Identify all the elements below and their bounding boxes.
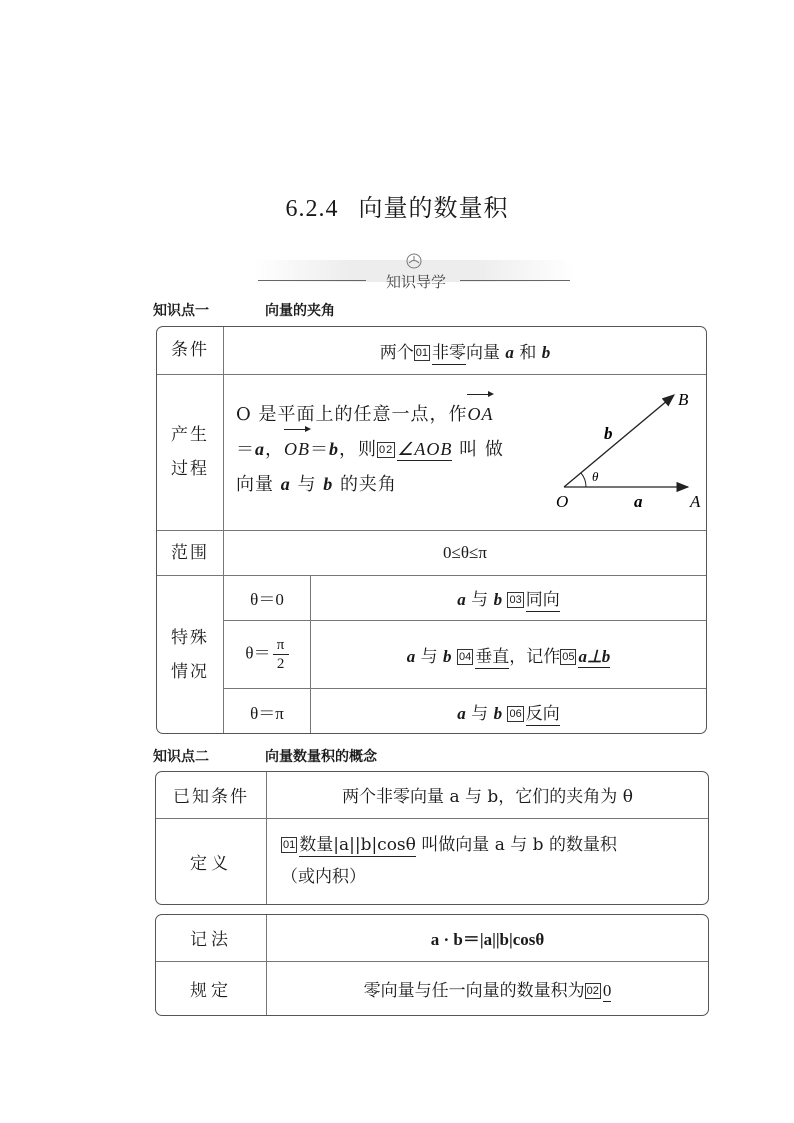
cell-cond: θ＝π: [224, 688, 311, 734]
kp-label: 知识点一: [153, 303, 209, 319]
cell-header: 已知条件: [156, 772, 267, 818]
label-a: a: [634, 491, 643, 511]
cell-header: 条件: [157, 327, 224, 374]
fill-blank: 数量|a||b|cosθ: [299, 835, 416, 856]
row-definition: [156, 818, 708, 904]
banner-label: 知识导学: [385, 273, 446, 291]
knowledge-point-2-heading: [153, 746, 377, 766]
cell-rule: 零向量与任一向量的数量积为 02 0: [267, 961, 709, 1015]
kp-label: 知识点二: [153, 749, 209, 765]
fraction: $\frac{\pi}{2}$: [273, 636, 289, 673]
cell-notation: a · b＝|a||b|cosθ: [267, 915, 709, 961]
row-condition: [157, 327, 706, 374]
blank-tag: 02: [586, 984, 599, 997]
blank-tag: 06: [509, 707, 522, 720]
row-special-3: [157, 688, 706, 734]
kp-title: 向量数量积的概念: [265, 749, 377, 765]
cell-definition: 01 数量|a||b|cosθ 叫做向量 a 与 b 的数量积 （或内积）: [267, 818, 709, 904]
label-b: b: [604, 423, 613, 443]
blank-tag: 02: [379, 443, 394, 456]
notation-table: [155, 914, 709, 1016]
cell-known: 两个非零向量 a 与 b，它们的夹角为 θ: [267, 772, 709, 818]
vector-ob: OB: [284, 432, 310, 467]
blank-tag: 01: [415, 346, 429, 359]
vector-b-arrow: [564, 395, 674, 487]
fill-blank: 0: [602, 980, 612, 1000]
label-theta: θ: [592, 468, 599, 484]
fill-blank: 同向: [525, 590, 560, 610]
cell-cond: θ＝ $\frac{\pi}{2}$: [224, 620, 311, 688]
cell-header: 规定: [156, 961, 267, 1015]
row-special-2: [157, 620, 706, 688]
label-O: O: [556, 491, 569, 511]
book-flower-icon: [404, 252, 424, 270]
cell-header: 定义: [156, 818, 267, 904]
section-title: 向量的数量积: [358, 194, 509, 222]
vector-oa: OA: [467, 397, 493, 432]
row-process: [157, 374, 706, 530]
kp-title: 向量的夹角: [265, 303, 335, 319]
blank-tag: 04: [458, 650, 472, 663]
fill-blank: 垂直: [475, 646, 510, 667]
section-banner: [254, 252, 574, 292]
cell-header: 特殊 情况: [157, 575, 224, 734]
cell-case: a 与 b 03 同向: [311, 575, 707, 620]
blank-tag: 01: [283, 839, 296, 852]
cell-case: a 与 b 04 垂直，记作 05 a⊥b: [311, 620, 707, 688]
cell-case: a 与 b 06 反向: [311, 688, 707, 734]
dot-product-table: [155, 771, 709, 905]
angle-table: [156, 326, 707, 734]
label-A: A: [690, 491, 701, 511]
row-range: [157, 530, 706, 575]
blank-tag: 05: [562, 650, 575, 663]
row-special-1: [157, 575, 706, 620]
angle-diagram: [544, 383, 704, 513]
fill-blank: ∠AOB: [397, 438, 453, 459]
cell-header: 产生 过程: [157, 374, 224, 530]
cell-range: 0≤θ≤π: [224, 530, 707, 575]
cell-header: 范围: [157, 530, 224, 575]
angle-arc: [581, 473, 586, 487]
cell-cond: θ＝0: [224, 575, 311, 620]
label-B: B: [678, 389, 689, 409]
banner-line-left: [258, 280, 366, 281]
fill-blank: 非零: [432, 342, 467, 363]
cell-condition: 两个 01 非零向量 a 和 b: [224, 327, 707, 374]
section-number: 6.2.4: [285, 196, 339, 222]
row-notation: [156, 915, 708, 961]
knowledge-point-1-heading: [153, 300, 335, 320]
fill-blank: 反向: [525, 703, 560, 724]
cell-header: 记法: [156, 915, 267, 961]
row-rule: [156, 961, 708, 1015]
cell-process: [224, 374, 707, 530]
banner-line-right: [460, 280, 570, 281]
fill-blank: a⊥b: [578, 646, 611, 666]
row-known: [156, 772, 708, 818]
page-title: [0, 188, 794, 223]
blank-tag: 03: [509, 594, 522, 606]
process-text: O 是平面上的任意一点，作OA ＝a，OB＝b，则 02 ∠AOB 叫 做 向量 a 与 b 的夹角: [224, 397, 546, 502]
